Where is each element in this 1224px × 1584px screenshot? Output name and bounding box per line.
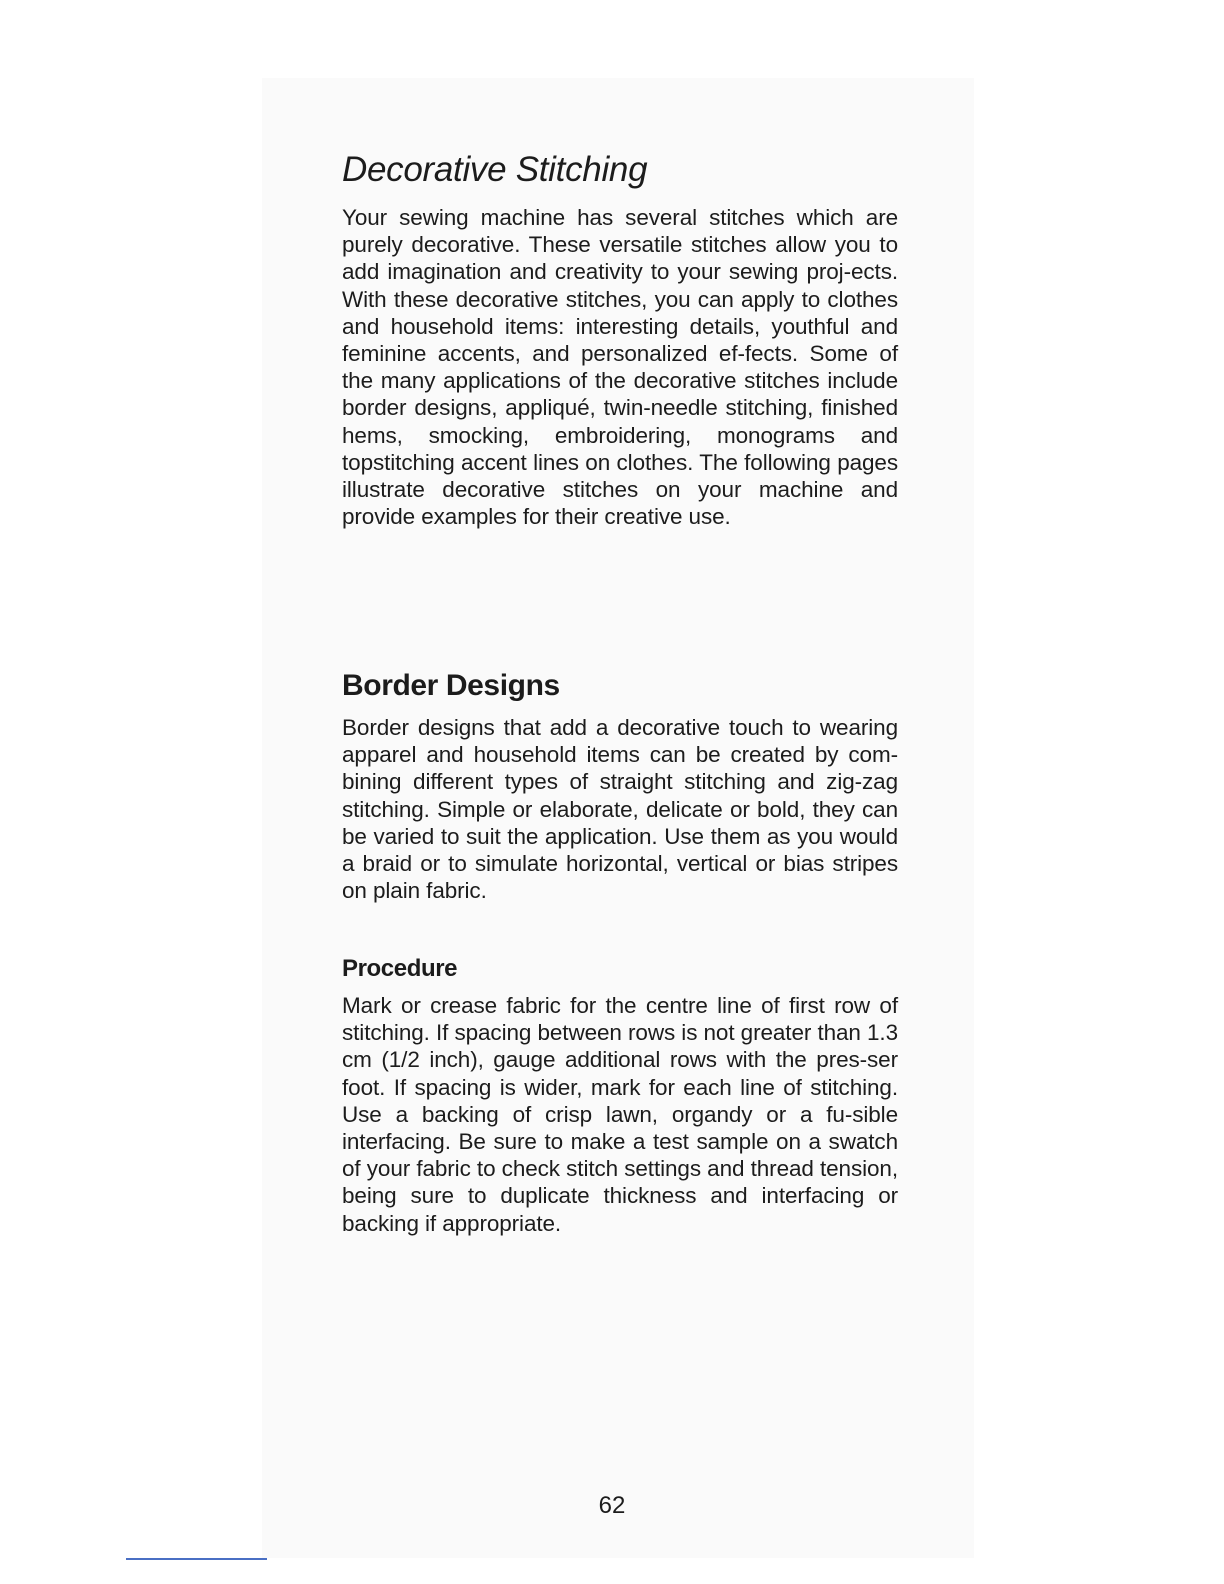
- page-content: [342, 148, 898, 1236]
- section-heading-border-designs: Border Designs: [342, 669, 560, 702]
- border-designs-paragraph: Border designs that add a decorative touch to wearing apparel and household items can be created by com-bining different types of straight stitching and zig-zag stitching. Simple or elaborate, delicate or bold, they can be varied to suit the application. Use them as you would a braid or to simulate horizontal, vertical or bias stripes on plain fabric.: [342, 715, 898, 904]
- intro-paragraph: Your sewing machine has several stitches which are purely decorative. These versatile stitches allow you to add imagination and creativity to your sewing proj-ects. With these decorative stitches, you can apply to clothes and household items: interesting details, youthful and feminine accents, and personalized ef-fects. Some of the many applications of the decorative stitches include border designs, appliqué, twin-needle stitching, finished hems, smocking, embroidering, monograms and topstitching accent lines on clothes. The following pages illustrate decorative stitches on your machine and provide examples for their creative use.: [342, 205, 898, 530]
- page-number: 62: [598, 1492, 626, 1519]
- section-title-decorative-stitching: Decorative Stitching: [342, 150, 648, 189]
- viewer-link-bar[interactable]: [126, 1558, 267, 1560]
- border-designs-section: [342, 668, 898, 904]
- procedure-section: [342, 954, 898, 1237]
- intro-section: [342, 148, 898, 530]
- procedure-paragraph: Mark or crease fabric for the centre line of first row of stitching. If spacing between rows is not greater than 1.3 cm (1/2 inch), gauge additional rows with the pres-ser foot. If spacing is wider, mark for each line of stitching. Use a backing of crisp lawn, organdy or a fu-sible interfacing. Be sure to make a test sample on a swatch of your fabric to check stitch settings and thread tension, being sure to duplicate thickness and interfacing or backing if appropriate.: [342, 993, 898, 1236]
- section-heading-procedure: Procedure: [342, 955, 458, 982]
